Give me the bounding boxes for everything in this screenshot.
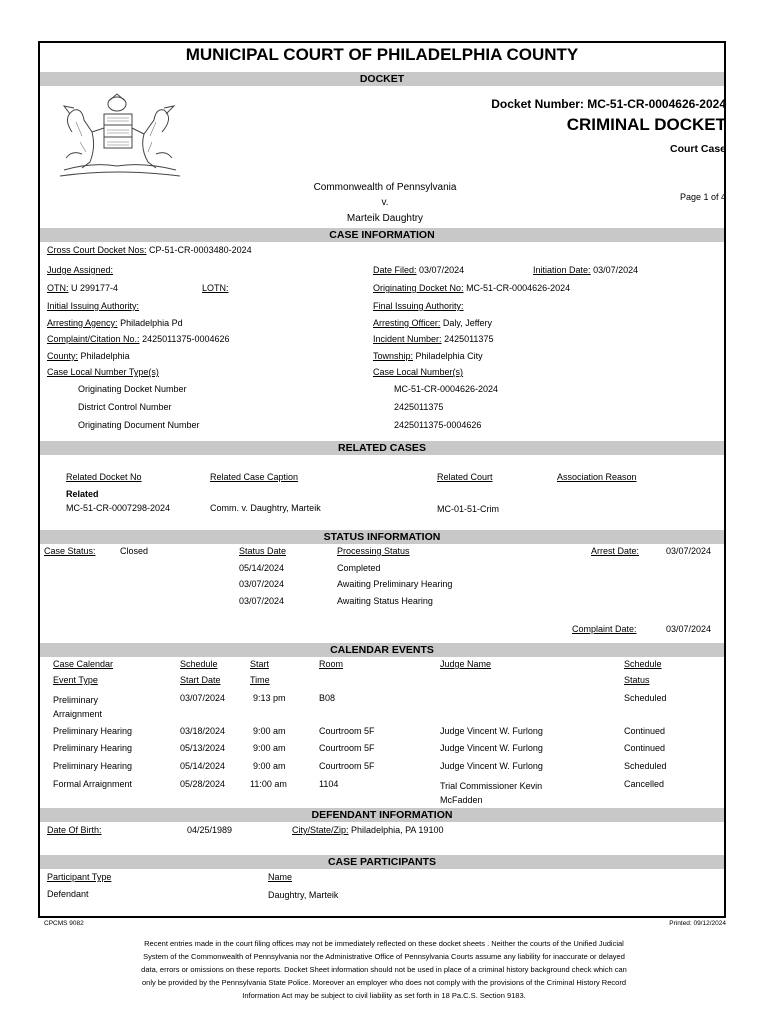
court-title: MUNICIPAL COURT OF PHILADELPHIA COUNTY <box>185 45 579 64</box>
cal-event-date: 05/14/2024 <box>180 761 226 771</box>
cal-event-status: Continued <box>624 726 666 736</box>
cal-event-type: Preliminary Hearing <box>53 726 133 736</box>
dob-value: 04/25/1989 <box>187 825 233 835</box>
participant-name-value: Daughtry, Marteik <box>268 890 339 900</box>
township-label: Township: <box>373 351 414 361</box>
arresting-officer-label: Arresting Officer: <box>373 318 441 328</box>
county-label: County: <box>47 351 79 361</box>
participant-type-label: Participant Type <box>47 872 112 882</box>
cal-event-room: Courtroom 5F <box>319 743 375 753</box>
date-filed-label: Date Filed: <box>373 265 417 275</box>
arresting-officer-value: Daly, Jeffery <box>442 318 493 328</box>
complaint-date-label: Complaint Date: <box>572 624 637 634</box>
date-filed-value: 03/07/2024 <box>419 265 465 275</box>
disclaimer <box>80 937 688 1002</box>
participant-type-value: Defendant <box>47 889 89 899</box>
disclaimer-line: System of the Commonwealth of Pennsylvania nor the Administrative Office of Pennsylvania Courts assume any liability for inaccurate or delayed <box>143 952 625 961</box>
complaint-value: 2425011375-0004626 <box>142 334 230 344</box>
csz-value: Philadelphia, PA 19100 <box>351 825 444 835</box>
case-status-value: Closed <box>120 546 149 556</box>
arresting-agency-label: Arresting Agency: <box>47 318 118 328</box>
cal-event-room: 1104 <box>319 779 339 789</box>
initial-issuing-label: Initial Issuing Authority: <box>47 301 140 311</box>
complaint-row <box>47 334 229 344</box>
cal-event-judge: Judge Vincent W. Furlong <box>440 726 543 736</box>
related-cases-bar: RELATED CASES <box>40 441 724 455</box>
cal-header-type-2: Event Type <box>53 675 98 685</box>
township-value: Philadelphia City <box>415 351 483 361</box>
related-header-court: Related Court <box>437 472 493 482</box>
local-number-label: Case Local Number(s) <box>373 367 464 377</box>
cal-event-time: 9:00 am <box>253 761 286 771</box>
cal-event-type: Preliminary <box>53 695 99 705</box>
local-type-label: Case Local Number Type(s) <box>47 367 159 377</box>
status-date-item: 03/07/2024 <box>239 579 285 589</box>
related-group-label: Related <box>66 489 99 499</box>
county-value: Philadelphia <box>80 351 130 361</box>
final-issuing-label: Final Issuing Authority: <box>373 301 464 311</box>
originating-docket-row <box>373 283 570 293</box>
arrest-date-label: Arrest Date: <box>591 546 640 556</box>
cal-event-room: Courtroom 5F <box>319 726 375 736</box>
cal-header-schedule: Schedule <box>180 659 218 669</box>
disclaimer-line: Recent entries made in the court filing offices may not be immediately reflected on these docket sheets . Neither the courts of the Unified Judicial <box>144 939 624 948</box>
case-status-label: Case Status: <box>44 546 96 556</box>
incident-label: Incident Number: <box>373 334 442 344</box>
cal-header-start: Start <box>250 659 270 669</box>
disclaimer-line: only be provided by the Pennsylvania State Police. Moreover an employer who does not comply with the provisions of the Criminal History Record <box>142 978 626 987</box>
caption-line-2: v. <box>381 197 389 208</box>
otn-row <box>47 283 118 293</box>
court-case-label: Court Case <box>669 143 726 155</box>
disclaimer-line: data, errors or omissions on these reports. Docket Sheet information should not be used in place of a criminal history background check which can <box>141 965 627 974</box>
related-caption-value: Comm. v. Daughtry, Marteik <box>210 503 321 513</box>
cal-event-status: Scheduled <box>624 693 667 703</box>
initiation-date-row <box>533 265 638 275</box>
cal-event-time: 11:00 am <box>250 779 287 789</box>
local-number-item: MC-51-CR-0004626-2024 <box>394 384 499 394</box>
originating-docket-value: MC-51-CR-0004626-2024 <box>466 283 571 293</box>
city-state-zip-row <box>292 825 443 835</box>
township-row <box>373 351 483 361</box>
cal-event-judge: Judge Vincent W. Furlong <box>440 743 543 753</box>
cal-header-type: Case Calendar <box>53 659 114 669</box>
docket-number: Docket Number: MC-51-CR-0004626-2024 <box>491 97 726 111</box>
processing-status-header: Processing Status <box>337 546 410 556</box>
cross-court-row <box>47 245 252 255</box>
defendant-information-bar: DEFENDANT INFORMATION <box>40 808 724 822</box>
local-type-item: District Control Number <box>78 402 172 412</box>
cal-event-judge-2: McFadden <box>440 795 483 805</box>
otn-label: OTN: <box>47 283 69 293</box>
local-type-item: Originating Document Number <box>78 420 200 430</box>
local-number-item: 2425011375-0004626 <box>394 420 482 430</box>
pennsylvania-seal-icon <box>52 92 187 180</box>
cal-event-date: 05/28/2024 <box>180 779 226 789</box>
cal-event-status: Scheduled <box>624 761 667 771</box>
printed-date: Printed: 09/12/2024 <box>669 920 726 927</box>
related-docket-value: MC-51-CR-0007298-2024 <box>66 503 171 513</box>
incident-value: 2425011375 <box>444 334 494 344</box>
docket-type: CRIMINAL DOCKET <box>566 115 726 134</box>
arrest-date-value: 03/07/2024 <box>666 546 712 556</box>
cross-court-label: Cross Court Docket Nos: <box>47 245 147 255</box>
status-date-header: Status Date <box>239 546 287 556</box>
initiation-date-value: 03/07/2024 <box>593 265 639 275</box>
otn-value: U 299177-4 <box>71 283 119 293</box>
cal-header-status-2: Status <box>624 675 650 685</box>
processing-status-item: Completed <box>337 563 381 573</box>
cal-event-type: Preliminary Hearing <box>53 761 133 771</box>
caption-line-1: Commonwealth of Pennsylvania <box>313 182 457 193</box>
csz-label: City/State/Zip: <box>292 825 349 835</box>
cal-event-judge: Trial Commissioner Kevin <box>440 781 543 791</box>
cal-event-time: 9:00 am <box>253 743 286 753</box>
arresting-agency-row <box>47 318 183 328</box>
complaint-date-value: 03/07/2024 <box>666 624 712 634</box>
cal-event-status: Continued <box>624 743 666 753</box>
related-header-reason: Association Reason <box>557 472 637 482</box>
caption-line-3: Marteik Daughtry <box>346 213 424 224</box>
calendar-events-bar: CALENDAR EVENTS <box>40 643 724 657</box>
cal-event-time: 9:13 pm <box>253 693 286 703</box>
cal-event-type: Preliminary Hearing <box>53 743 133 753</box>
cal-event-date: 05/13/2024 <box>180 743 226 753</box>
local-type-item: Originating Docket Number <box>78 384 187 394</box>
cal-header-room: Room <box>319 659 344 669</box>
related-court-value: MC-01-51-Crim <box>437 504 500 514</box>
cal-header-status: Schedule <box>624 659 662 669</box>
cross-court-value: CP-51-CR-0003480-2024 <box>149 245 252 255</box>
status-date-item: 05/14/2024 <box>239 563 285 573</box>
status-information-bar: STATUS INFORMATION <box>40 530 724 544</box>
cal-header-time: Time <box>250 675 270 685</box>
initiation-date-label: Initiation Date: <box>533 265 591 275</box>
form-id: CPCMS 9082 <box>44 920 84 927</box>
local-number-item: 2425011375 <box>394 402 444 412</box>
cal-event-judge: Judge Vincent W. Furlong <box>440 761 543 771</box>
page-number: Page 1 of 4 <box>679 192 726 202</box>
processing-status-item: Awaiting Status Hearing <box>337 596 433 606</box>
cal-event-room: B08 <box>319 693 336 703</box>
status-date-item: 03/07/2024 <box>239 596 285 606</box>
complaint-label: Complaint/Citation No.: <box>47 334 140 344</box>
participant-name-label: Name <box>268 872 293 882</box>
processing-status-item: Awaiting Preliminary Hearing <box>337 579 453 589</box>
incident-row <box>373 334 493 344</box>
arresting-officer-row <box>373 318 492 328</box>
dob-label: Date Of Birth: <box>47 825 102 835</box>
related-header-caption: Related Case Caption <box>210 472 299 482</box>
judge-assigned-label: Judge Assigned: <box>47 265 114 275</box>
cal-event-time: 9:00 am <box>253 726 286 736</box>
originating-docket-label: Originating Docket No: <box>373 283 464 293</box>
cal-header-judge: Judge Name <box>440 659 492 669</box>
cal-event-status: Cancelled <box>624 779 665 789</box>
arresting-agency-value: Philadelphia Pd <box>120 318 183 328</box>
county-row <box>47 351 130 361</box>
disclaimer-line: Information Act may be subject to civil liability as set forth in 18 Pa.C.S. Section 9183. <box>242 991 526 1000</box>
lotn-label: LOTN: <box>202 283 229 293</box>
related-header-docket: Related Docket No <box>66 472 142 482</box>
docket-bar: DOCKET <box>40 72 724 86</box>
cal-event-room: Courtroom 5F <box>319 761 375 771</box>
case-participants-bar: CASE PARTICIPANTS <box>40 855 724 869</box>
cal-event-date: 03/07/2024 <box>180 693 226 703</box>
case-information-bar: CASE INFORMATION <box>40 228 724 242</box>
cal-event-date: 03/18/2024 <box>180 726 226 736</box>
cal-header-start-date: Start Date <box>180 675 221 685</box>
date-filed-row <box>373 265 464 275</box>
cal-event-type-2: Arraignment <box>53 709 103 719</box>
cal-event-type: Formal Arraignment <box>53 779 133 789</box>
